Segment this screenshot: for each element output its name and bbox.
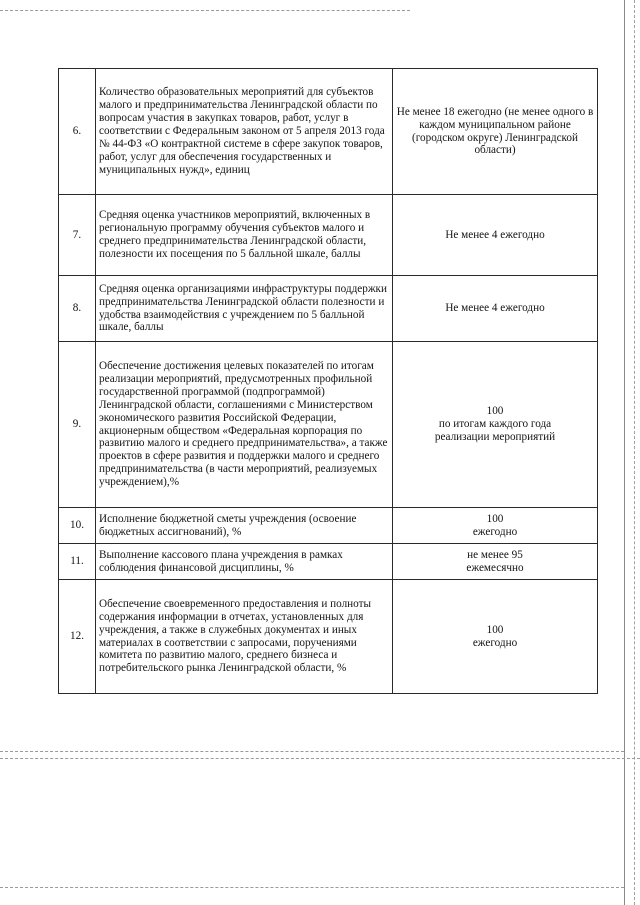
table-row xyxy=(59,342,598,508)
table-row xyxy=(59,195,598,276)
scan-edge-right xyxy=(624,0,625,905)
indicator-value: Не менее 18 ежегодно (не менее одного в каждом муниципальном районе (городском округе) Ленинградской области) xyxy=(393,69,598,195)
row-number: 10. xyxy=(59,508,96,544)
indicator-value: Не менее 4 ежегодно xyxy=(393,195,598,276)
table-row xyxy=(59,69,598,195)
value-line: 100 xyxy=(486,623,504,636)
scan-edge-right-dashed xyxy=(634,0,635,905)
indicators-table xyxy=(58,68,598,694)
row-number: 6. xyxy=(59,69,96,195)
row-number: 9. xyxy=(59,342,96,508)
value-line: 100 xyxy=(486,512,504,525)
indicator-description: Средняя оценка организациями инфраструктуры поддержки предпринимательства Ленинградской области полезности и удобства взаимодействия с учреждением по 5 балльной шкале, баллы xyxy=(96,276,393,342)
indicator-value xyxy=(393,508,598,544)
indicator-description: Выполнение кассового плана учреждения в рамках соблюдения финансовой дисциплины, % xyxy=(96,544,393,580)
indicator-description: Количество образовательных мероприятий для субъектов малого и предпринимательства Ленинградской области по вопросам участия в закупках товаров, работ, услуг в соответствии с Федеральным законом от 5 апреля 2013 года № 44-ФЗ «О контрактной системе в сфере закупок товаров, работ, услуг для обеспечения государственных и муниципальных нужд», единиц xyxy=(96,69,393,195)
indicator-description: Средняя оценка участников мероприятий, включенных в региональную программу обучения субъектов малого и среднего предпринимательства Ленинградской области, полезности их посещения по 5 балльной шкале, баллы xyxy=(96,195,393,276)
value-line: ежегодно xyxy=(472,525,518,538)
scan-line-mid-2 xyxy=(0,758,640,759)
value-line: реализации мероприятий xyxy=(434,430,556,443)
value-line: не менее 95 xyxy=(467,548,523,561)
table-row xyxy=(59,276,598,342)
indicator-description: Обеспечение достижения целевых показателей по итогам реализации мероприятий, предусмотренных профильной государственной программой (подпрограммой) Ленинградской области, соглашениями с Министерством экономического развития Российской Федерации, акционерным обществом «Федеральная корпорация по развитию малого и среднего предпринимательства», а также проектов в сфере развития и поддержки малого и среднего предпринимательства (в части мероприятий, реализуемых учреждением),% xyxy=(96,342,393,508)
table-row xyxy=(59,580,598,694)
scan-line-top xyxy=(0,10,410,11)
row-number: 8. xyxy=(59,276,96,342)
table-row xyxy=(59,544,598,580)
indicator-value xyxy=(393,544,598,580)
value-line: 100 xyxy=(486,405,504,418)
row-number: 11. xyxy=(59,544,96,580)
value-line: ежегодно xyxy=(472,636,518,649)
indicator-description: Исполнение бюджетной сметы учреждения (освоение бюджетных ассигнований), % xyxy=(96,508,393,544)
value-line: по итогам каждого года xyxy=(438,418,552,431)
row-number: 12. xyxy=(59,580,96,694)
table-row xyxy=(59,508,598,544)
scan-line-bottom xyxy=(0,887,624,888)
indicator-value xyxy=(393,580,598,694)
indicator-value xyxy=(393,342,598,508)
value-line: ежемесячно xyxy=(466,561,524,574)
indicator-description: Обеспечение своевременного предоставления и полноты содержания информации в отчетах, установленных для учреждения, а также в служебных документах и иных материалах в соответствии с запросами, поручениями комитета по развитию малого, среднего бизнеса и потребительского рынка Ленинградской области, % xyxy=(96,580,393,694)
scan-line-mid-1 xyxy=(0,751,624,752)
indicator-value: Не менее 4 ежегодно xyxy=(393,276,598,342)
row-number: 7. xyxy=(59,195,96,276)
